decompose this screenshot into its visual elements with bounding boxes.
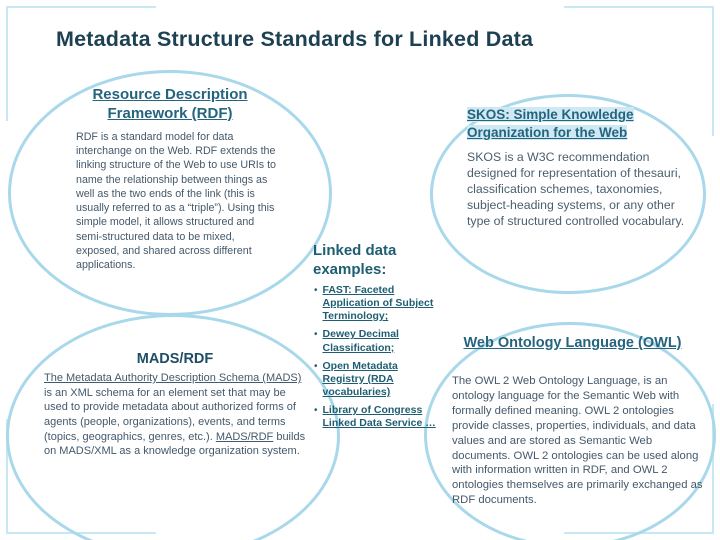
linked-examples-heading: Linked data examples: <box>313 242 397 278</box>
skos-heading-link[interactable] <box>467 106 697 141</box>
list-item <box>314 328 446 354</box>
list-item <box>314 404 446 430</box>
mads-body-segment: builds on MADS/XML as a knowledge organization system. <box>44 430 306 458</box>
bullet-icon: • <box>314 285 318 296</box>
slide-title: Metadata Structure Standards for Linked Data <box>56 27 534 51</box>
bullet-icon: • <box>314 329 318 341</box>
linked-example-link[interactable]: FAST: Faceted Application of Subject Terminology; <box>322 284 434 323</box>
bullet-icon: • <box>314 360 318 372</box>
skos-body-text: SKOS is a W3C recommendation designed for representation of thesauri, classification schemes, taxonomies, subject-heading systems, or any other type of structured controlled vocabulary. <box>467 150 685 228</box>
linked-example-link[interactable]: Dewey Decimal Classification; <box>322 328 399 354</box>
rdf-heading-link[interactable]: Resource Description Framework (RDF) <box>92 86 248 122</box>
list-item <box>314 284 446 323</box>
owl-body-text: The OWL 2 Web Ontology Language, is an ontology language for the Semantic Web with formally defined meaning. OWL 2 ontologies provide classes, properties, individuals, and data values and are stored as Semantic Web documents. OWL 2 ontologies can be used along with information written in RDF, and OWL 2 ontologies themselves are primarily exchanged as RDF documents. <box>452 375 703 507</box>
mads-body-text <box>44 371 312 459</box>
mads-rdf-link[interactable]: MADS/RDF <box>215 430 274 443</box>
owl-heading-link[interactable]: Web Ontology Language (OWL) <box>463 335 682 351</box>
linked-examples-list <box>314 284 446 435</box>
mads-schema-link[interactable]: The Metadata Authority Description Schema (MADS) <box>44 372 302 384</box>
mads-body-segment: is an XML schema for an element set that may be used to provide metadata about authorized forms of agents (people, organizations), events, and terms (topics, geographics, genres, etc.). <box>44 386 296 443</box>
linked-example-link[interactable]: Open Metadata Registry (RDA vocabularies) <box>322 359 398 398</box>
list-item <box>314 360 446 399</box>
bullet-icon: • <box>314 405 318 416</box>
skos-heading-highlight[interactable]: SKOS: Simple Knowledge Organization for the Web <box>467 107 634 140</box>
rdf-body-text: RDF is a standard model for data interchange on the Web. RDF extends the linking structure of the Web to use URIs to name the relationship between things as well as the two ends of the link (this is usually referred to as a “triple”). Using this simple model, it allows structured and semi-structured data to be mixed, exposed, and shared across different applications. <box>76 131 276 272</box>
mads-heading: MADS/RDF <box>136 351 214 367</box>
linked-example-link[interactable]: Library of Congress Linked Data Service … <box>322 404 436 430</box>
